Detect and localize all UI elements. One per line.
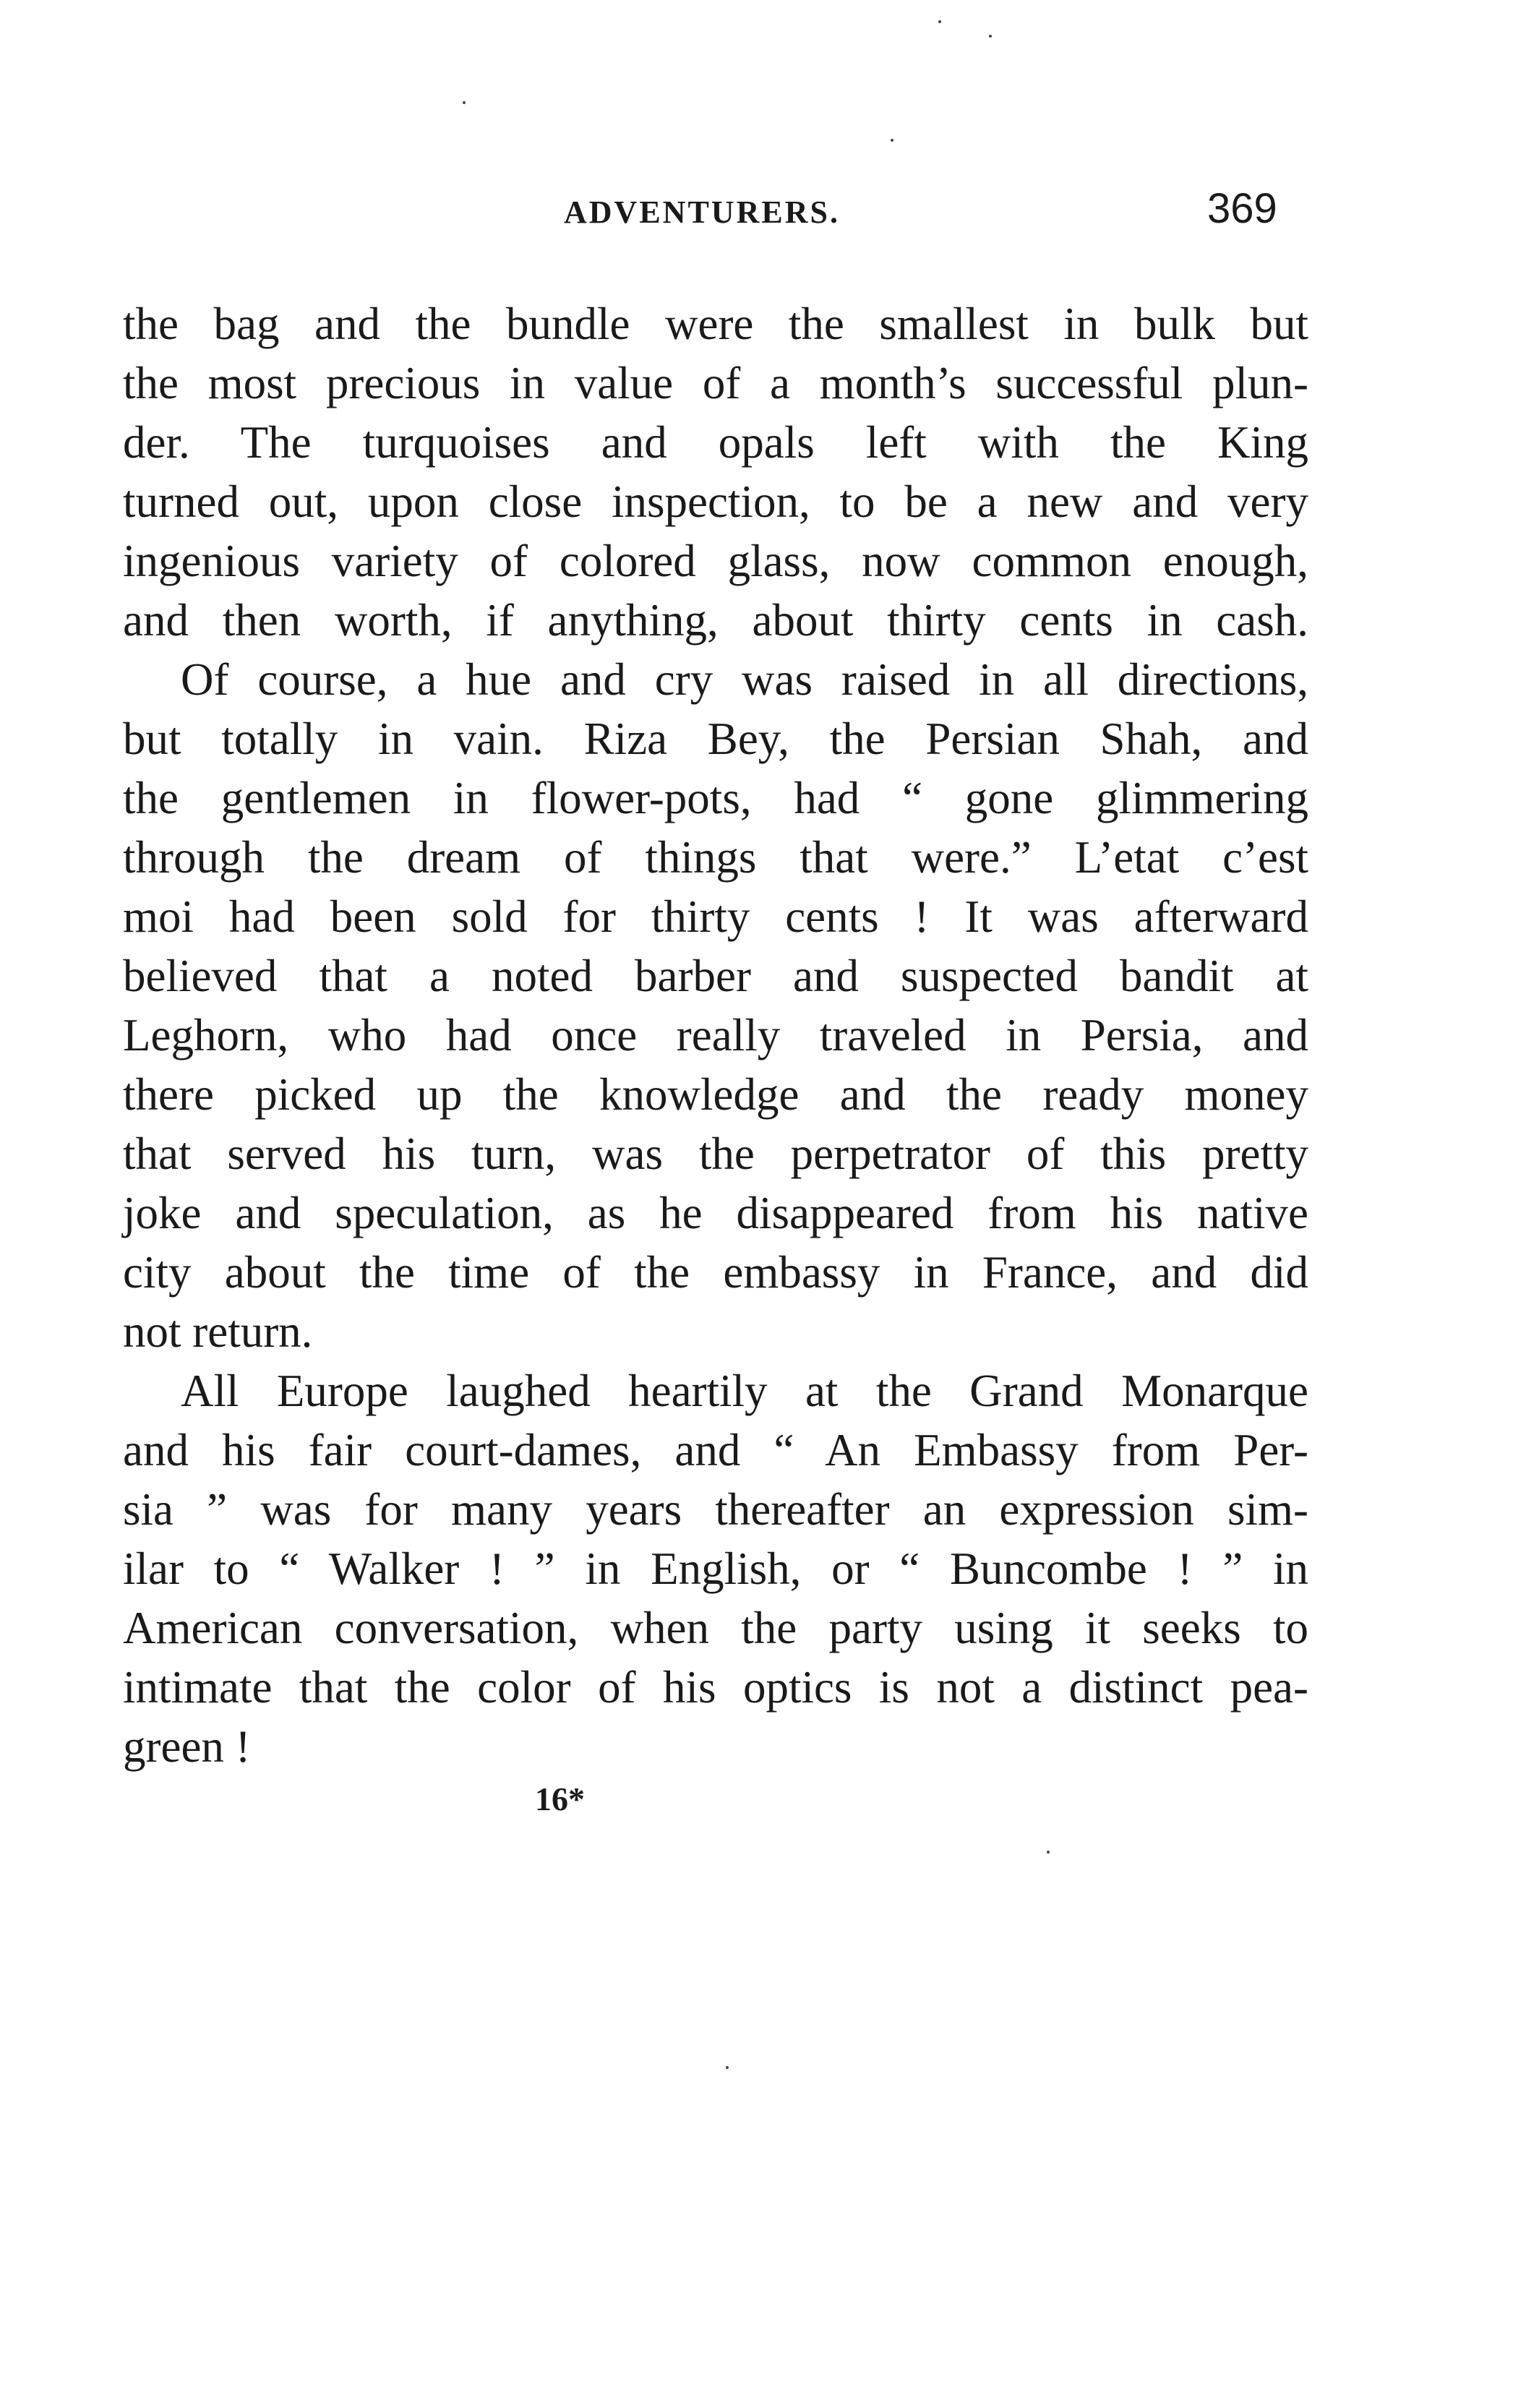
text-line: city about the time of the embassy in France, and did <box>123 1247 1308 1298</box>
scan-speck <box>726 2066 729 2069</box>
paragraph-end-line: not return. <box>123 1306 313 1357</box>
paragraph-end-line: green ! <box>123 1721 251 1772</box>
text-line: the bag and the bundle were the smallest in bulk but <box>123 299 1308 349</box>
scan-speck <box>463 101 466 104</box>
text-line: American conversation, when the party using it seeks to <box>123 1603 1308 1653</box>
text-line: and his fair court-dames, and “ An Embassy from Per- <box>123 1425 1308 1475</box>
scan-speck <box>891 139 893 142</box>
text-line: sia ” was for many years thereafter an expression sim- <box>123 1484 1308 1535</box>
signature-mark: 16* <box>535 1781 585 1817</box>
text-line: der. The turquoises and opals left with the King <box>123 417 1308 468</box>
text-line: joke and speculation, as he disappeared from his native <box>123 1188 1308 1238</box>
scan-speck <box>1047 1851 1050 1854</box>
text-line: but totally in vain. Riza Bey, the Persian Shah, and <box>123 714 1308 764</box>
paragraph-start-line: All Europe laughed heartily at the Grand Monarque <box>181 1366 1308 1416</box>
running-head: ADVENTURERS. <box>564 194 840 230</box>
paragraph-start-line: Of course, a hue and cry was raised in all directions, <box>181 654 1308 705</box>
text-line: ingenious variety of colored glass, now common enough, <box>123 536 1308 586</box>
scan-speck <box>989 35 992 38</box>
text-line: the most precious in value of a month’s successful plun- <box>123 358 1308 408</box>
scan-speck <box>938 20 941 23</box>
text-line: believed that a noted barber and suspected bandit at <box>123 951 1308 1001</box>
text-line: moi had been sold for thirty cents ! It was afterward <box>123 891 1308 942</box>
text-line: the gentlemen in flower-pots, had “ gone glimmering <box>123 773 1308 823</box>
text-line: turned out, upon close inspection, to be a new and very <box>123 476 1308 527</box>
page-number: 369 <box>1207 185 1277 232</box>
text-line: that served his turn, was the perpetrator of this pretty <box>123 1128 1308 1179</box>
text-line: ilar to “ Walker ! ” in English, or “ Buncombe ! ” in <box>123 1543 1308 1594</box>
text-line: Leghorn, who had once really traveled in Persia, and <box>123 1010 1308 1061</box>
text-line: through the dream of things that were.” L’etat c’est <box>123 832 1308 883</box>
text-line: intimate that the color of his optics is not a distinct pea- <box>123 1662 1308 1713</box>
text-line: and then worth, if anything, about thirty cents in cash. <box>123 595 1308 646</box>
text-line: there picked up the knowledge and the ready money <box>123 1069 1308 1120</box>
